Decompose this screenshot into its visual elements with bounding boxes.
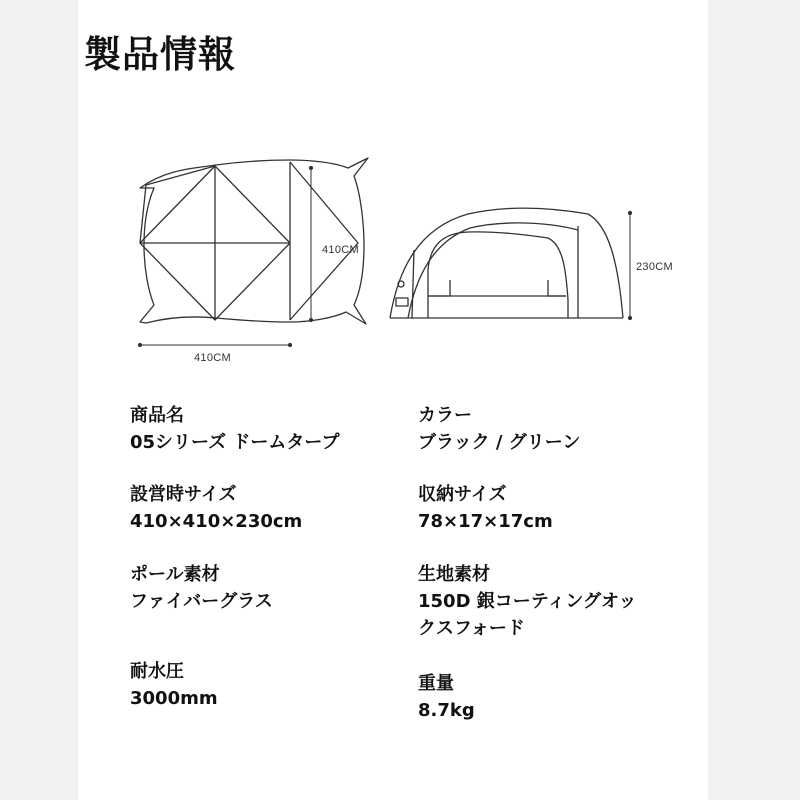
page-title: 製品情報	[84, 33, 236, 76]
spec-label: 生地素材	[418, 564, 490, 585]
side-view-drawing	[390, 208, 623, 318]
side-view-height-label: 230CM	[636, 261, 673, 273]
spec-storage	[418, 481, 553, 535]
spec-value: 150D 銀コーティングオッ クスフォード	[418, 591, 637, 639]
spec-value: 3000mm	[130, 688, 218, 709]
spec-pole	[130, 561, 273, 615]
product-info-page	[78, 0, 708, 800]
top-view-drawing	[138, 158, 368, 324]
spec-label: 耐水圧	[130, 661, 184, 682]
spec-weight	[418, 670, 475, 724]
spec-value: 410×410×230cm	[130, 511, 303, 532]
spec-color	[418, 402, 580, 456]
spec-value: 05シリーズ ドームタープ	[130, 432, 340, 453]
spec-water	[130, 658, 218, 712]
spec-fabric	[418, 561, 636, 642]
spec-label: 設営時サイズ	[130, 484, 237, 505]
tent-diagram-svg	[78, 0, 708, 370]
spec-value: ファイバーグラス	[130, 591, 273, 612]
tent-diagram	[78, 0, 708, 370]
spec-label: 収納サイズ	[418, 484, 507, 505]
spec-label: ポール素材	[130, 564, 220, 585]
spec-value: ブラック / グリーン	[418, 432, 581, 453]
spec-label: カラー	[418, 405, 472, 426]
top-view-width-label: 410CM	[194, 352, 231, 364]
spec-size	[130, 481, 302, 535]
spec-label: 商品名	[130, 405, 184, 426]
spec-product-name	[130, 402, 340, 456]
side-view-dimension-line	[628, 211, 631, 319]
spec-label: 重量	[418, 673, 454, 694]
spec-value: 8.7kg	[418, 700, 475, 721]
spec-value: 78×17×17cm	[418, 511, 553, 532]
top-view-height-label: 410CM	[322, 244, 359, 256]
